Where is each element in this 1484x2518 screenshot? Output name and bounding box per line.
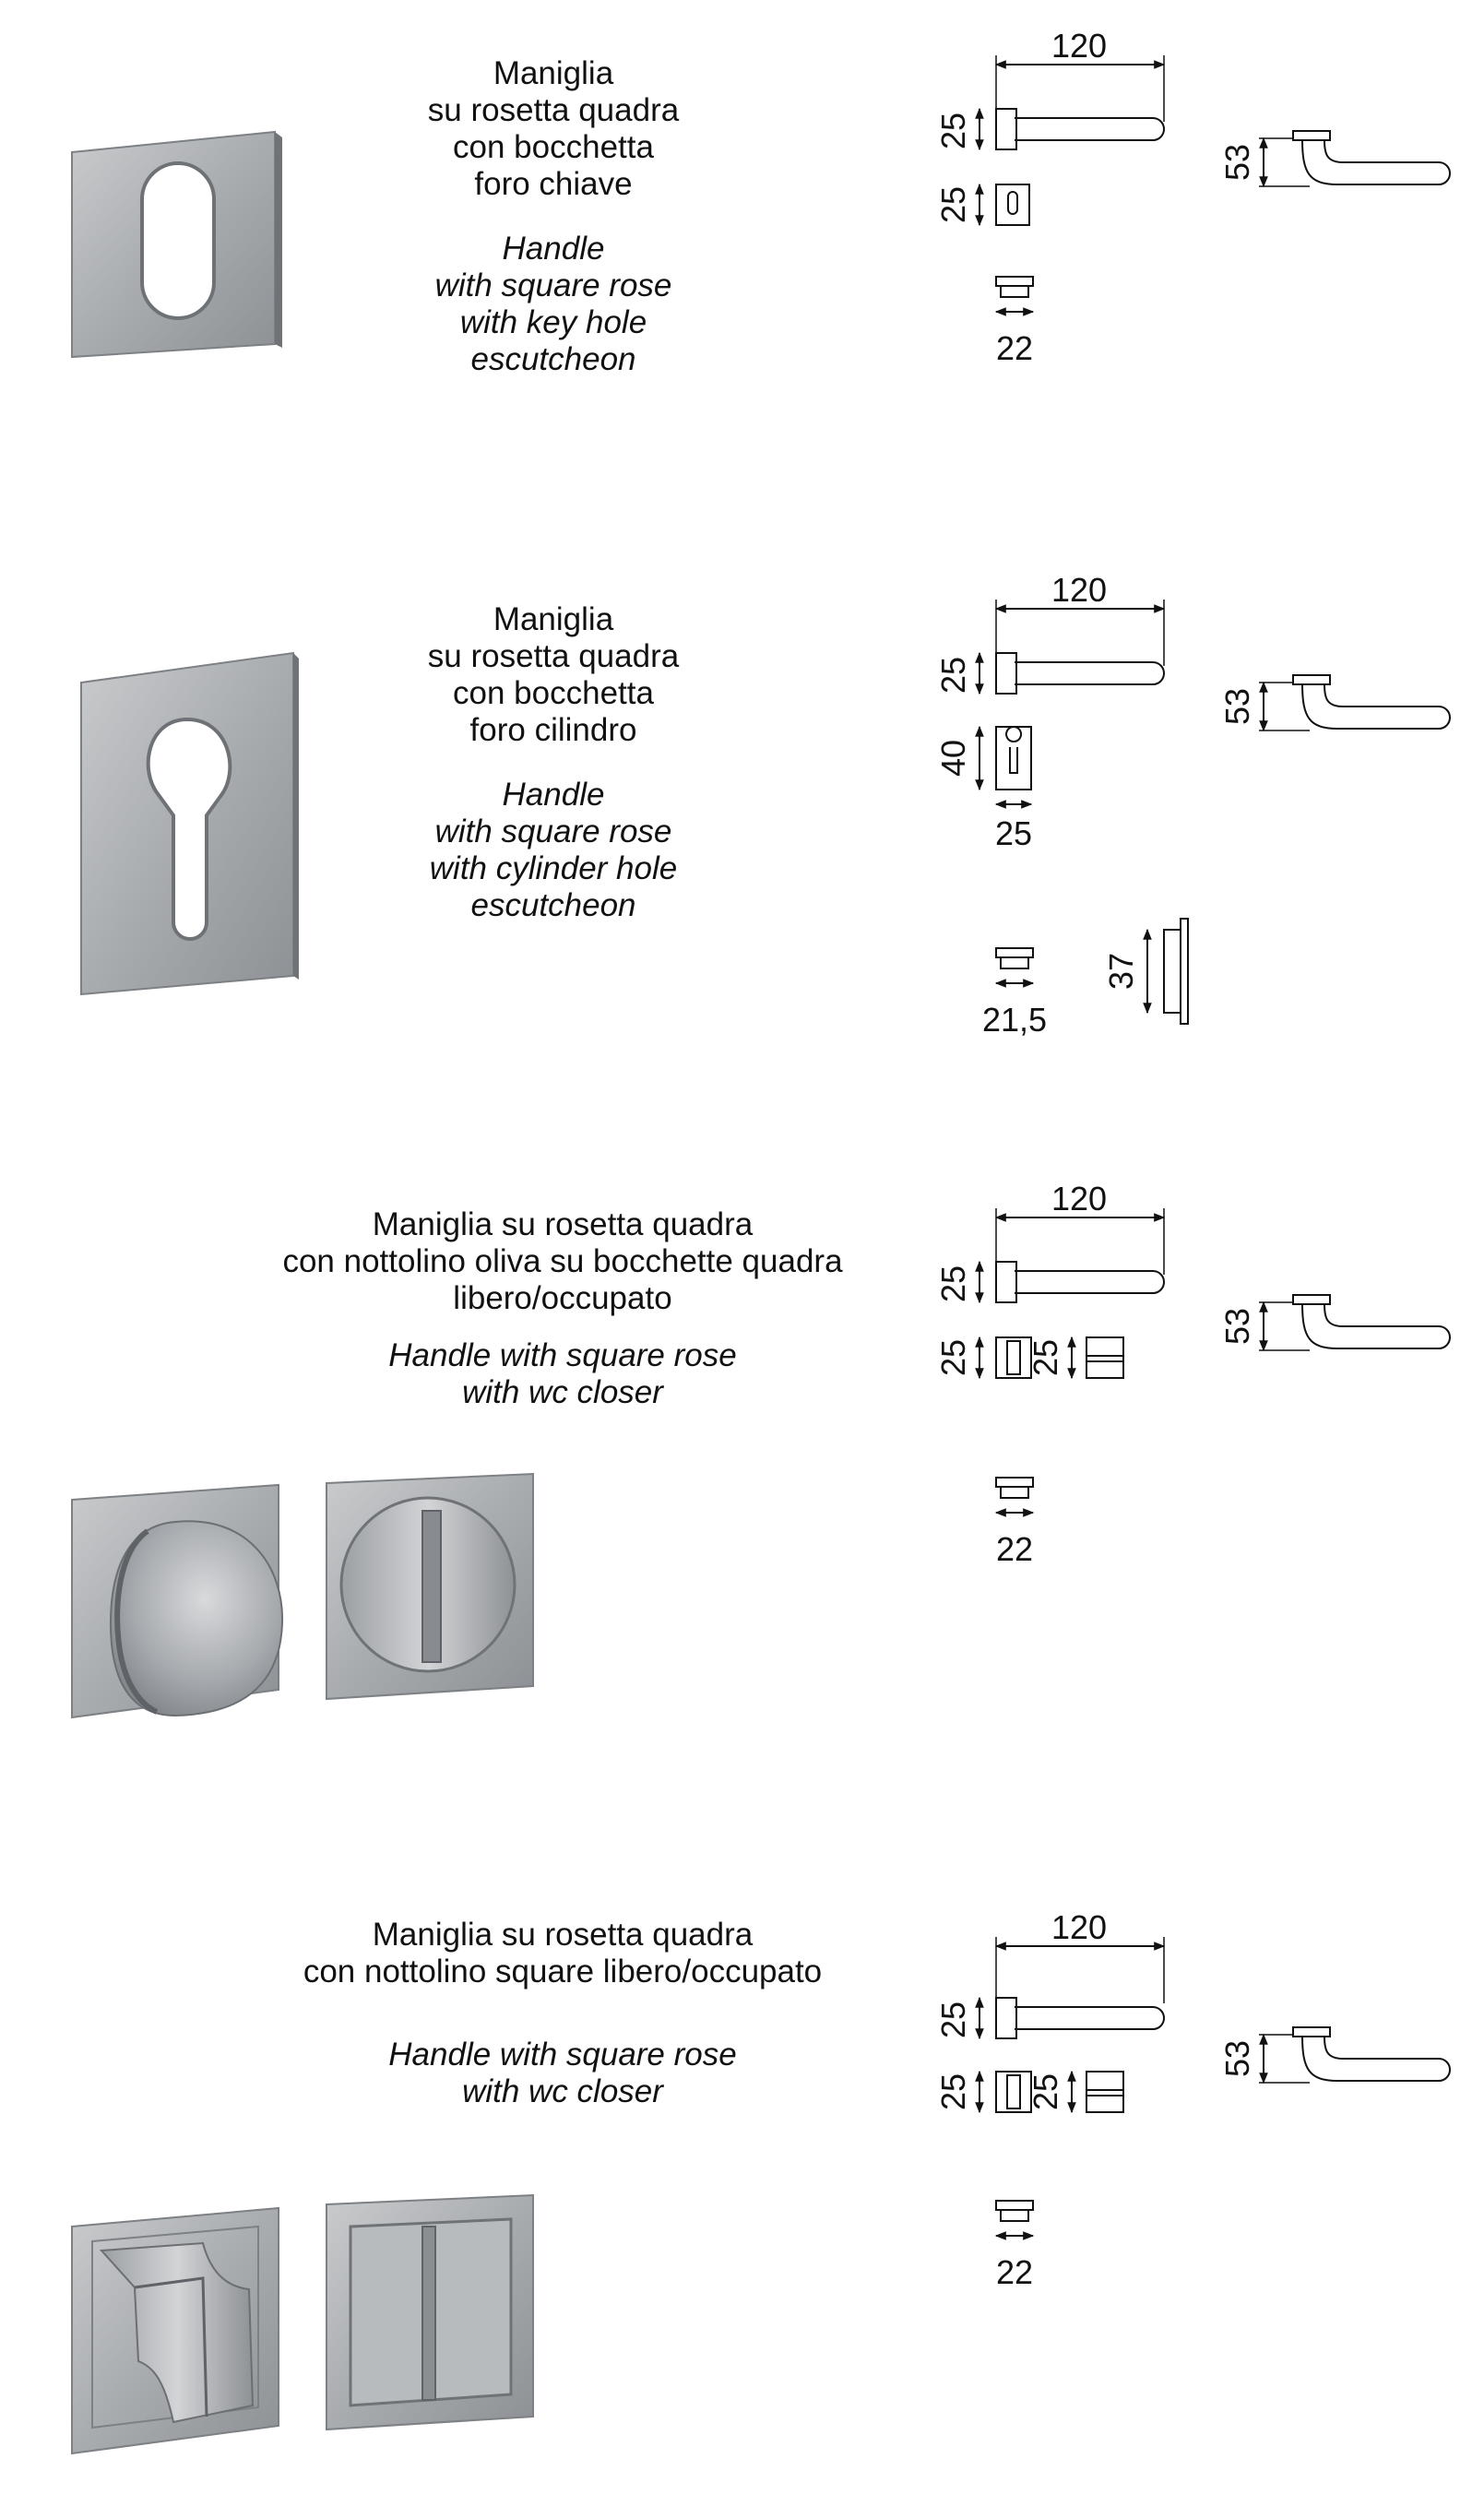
dim-side: 53 (1218, 2039, 1256, 2078)
dim-depth: 21,5 (981, 1001, 1048, 1039)
dim-height: 25 (934, 1265, 972, 1303)
dim-depth: 22 (995, 329, 1034, 367)
en-line: escutcheon (470, 887, 636, 923)
dim-length: 120 (1051, 571, 1108, 609)
en-line: with key hole (459, 304, 647, 340)
technical-drawing (922, 18, 1439, 387)
cylinder-escutcheon-image (74, 646, 314, 1015)
en-line: escutcheon (470, 341, 636, 377)
product-wc-square (0, 1891, 1484, 2518)
wc-square-knob-image (65, 2186, 581, 2500)
wc-olive-knob-image (65, 1467, 581, 1762)
product-description (369, 55, 738, 378)
dim-depth: 22 (995, 1530, 1034, 1568)
dim-side: 53 (1218, 687, 1256, 726)
technical-drawing (922, 1171, 1439, 1577)
dim-length: 120 (1051, 1908, 1108, 1946)
it-line: con bocchetta (453, 675, 654, 711)
dim-height: 25 (934, 2001, 972, 2039)
it-line: foro cilindro (469, 712, 637, 748)
dim-height: 25 (934, 112, 972, 150)
product-description (231, 1917, 895, 2110)
technical-drawing (922, 563, 1439, 1061)
en-line: Handle (502, 231, 605, 267)
en-line: Handle (502, 777, 605, 813)
en-line: with wc closer (462, 1374, 663, 1410)
dim-side: 53 (1218, 143, 1256, 182)
product-keyhole (0, 0, 1484, 517)
it-line: con nottolino square libero/occupato (303, 1954, 823, 1989)
dim-plate-height: 25 (934, 2073, 972, 2111)
dim-plate-height: 40 (934, 739, 972, 778)
it-line: su rosetta quadra (427, 638, 680, 674)
it-line: con bocchetta (453, 129, 654, 165)
dim-length: 120 (1051, 1180, 1108, 1217)
it-line: su rosetta quadra (427, 92, 680, 128)
en-line: with wc closer (462, 2073, 663, 2109)
en-line: with square rose (434, 814, 672, 849)
product-description (369, 601, 738, 924)
dim-depth2: 37 (1102, 952, 1140, 991)
it-line: con nottolino oliva su bocchette quadra (282, 1243, 843, 1279)
it-line: Maniglia (493, 601, 614, 637)
en-line: Handle with square rose (388, 2037, 737, 2073)
dim-depth: 22 (995, 2253, 1034, 2291)
dim-plate-height: 25 (934, 185, 972, 224)
en-line: with square rose (434, 267, 672, 303)
it-line: libero/occupato (453, 1280, 672, 1316)
en-line: with cylinder hole (429, 850, 678, 886)
dim-side: 53 (1218, 1307, 1256, 1346)
product-wc-olive (0, 1162, 1484, 1808)
en-line: Handle with square rose (388, 1337, 737, 1373)
keyhole-escutcheon-image (65, 125, 304, 364)
product-description (231, 1206, 895, 1411)
product-cylinder (0, 553, 1484, 1125)
dim-plate-height-2: 25 (1027, 1338, 1064, 1377)
dim-plate-height-2: 25 (1027, 2073, 1064, 2111)
dim-plate-width: 25 (994, 814, 1033, 852)
it-line: foro chiave (474, 166, 633, 202)
it-line: Maniglia su rosetta quadra (372, 1917, 754, 1953)
it-line: Maniglia (493, 55, 614, 91)
dim-height: 25 (934, 656, 972, 695)
it-line: Maniglia su rosetta quadra (372, 1206, 754, 1242)
technical-drawing (922, 1900, 1439, 2306)
dim-plate-height: 25 (934, 1338, 972, 1377)
dim-length: 120 (1051, 27, 1108, 65)
